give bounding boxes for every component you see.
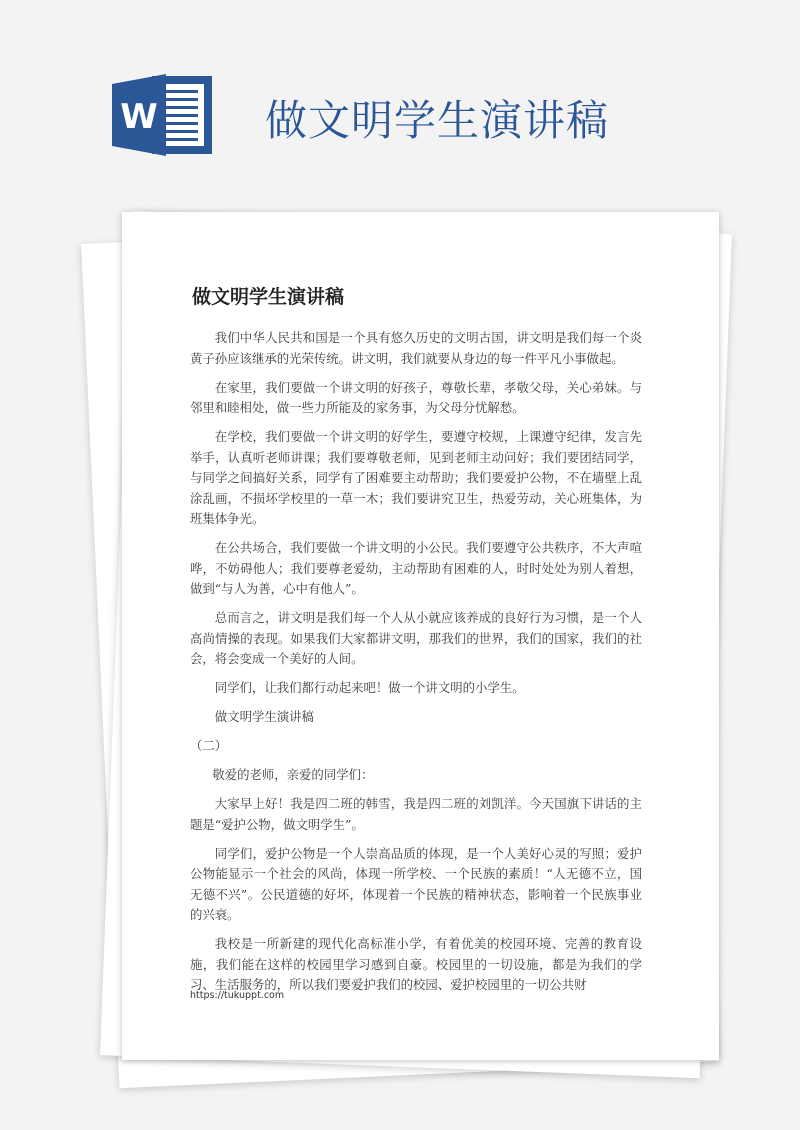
paragraph: 大家早上好！我是四二班的韩雪，我是四二班的刘凯洋。今天国旗下讲话的主题是“爱护公物，做文明学生”。 (190, 796, 642, 832)
paragraph: 在公共场合，我们要做一个讲文明的小公民。我们要遵守公共秩序，不大声喧哗，不妨碍他人；我们要尊老爱幼，主动帮助有困难的人，时时处处为别人着想，做到“与人为善，心中有他人”。 (190, 540, 642, 596)
logo-letter: W (120, 97, 158, 137)
document-page (122, 212, 719, 1060)
document-title: 做文明学生演讲稿 (192, 286, 345, 308)
document-body (190, 328, 642, 1004)
paragraph: 总而言之，讲文明是我们每一个人从小就应该养成的良好行为习惯，是一个人高尚情操的表现。如果我们大家都讲文明，那我们的世界，我们的国家，我们的社会，将会变成一个美好的人间。 (190, 610, 642, 666)
section-subtitle: 做文明学生演讲稿 (214, 709, 314, 724)
word-document-icon (110, 70, 225, 160)
paragraph: 同学们，让我们都行动起来吧！做一个讲文明的小学生。 (214, 680, 525, 695)
footer-url[interactable]: https://tukuppt.com (190, 990, 285, 1001)
greeting: 敬爱的老师，亲爱的同学们： (212, 767, 374, 782)
header-title: 做文明学生演讲稿 (265, 96, 610, 145)
paragraph: 同学们，爱护公物是一个人崇高品质的体现，是一个人美好心灵的写照；爱护公物能显示一个社会的风尚，体现一所学校、一个民族的素质！“人无德不立，国无德不兴”。公民道德的好坏，体现着一个民族的精神状态，影响着一个民族事业的兴衰。 (190, 845, 642, 922)
paragraph: 我校是一所新建的现代化高标准小学，有着优美的校园环境、完善的教育设施，我们能在这样的校园里学习感到自豪。校园里的一切设施，都是为我们的学习、生活服务的，所以我们要爱护我们的校园、爱护校园里的一切公共财 (190, 936, 642, 992)
paragraph: 在学校，我们要做一个讲文明的好学生，要遵守校规，上课遵守纪律，发言先举手，认真听老师讲课；我们要尊敬老师，见到老师主动问好；我们要团结同学，与同学之间搞好关系，同学有了困难要主动帮助；我们要爱护公物，不在墙壁上乱涂乱画，不损坏学校里的一草一木；我们要讲究卫生，热爱劳动，关心班集体，为班集体争光。 (190, 429, 642, 526)
paragraph: 在家里，我们要做一个讲文明的好孩子，尊敬长辈，孝敬父母，关心弟妹。与邻里和睦相处，做一些力所能及的家务事，为父母分忧解愁。 (190, 379, 642, 415)
paragraph: 我们中华人民共和国是一个具有悠久历史的文明古国，讲文明是我们每一个炎黄子孙应该继承的光荣传统。讲文明，我们就要从身边的每一件平凡小事做起。 (190, 330, 642, 366)
section-number: （二） (190, 738, 228, 753)
